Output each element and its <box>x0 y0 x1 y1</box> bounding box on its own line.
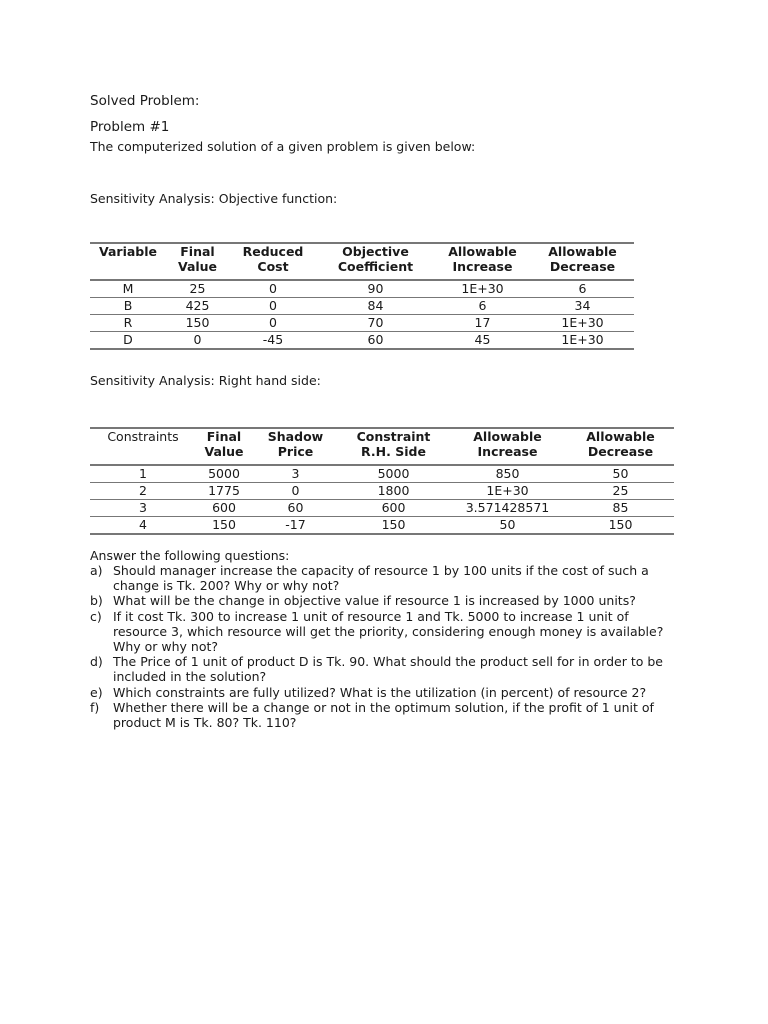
table-cell: 1E+30 <box>531 315 634 332</box>
table-cell: 1775 <box>196 483 252 500</box>
table-cell: 150 <box>196 517 252 535</box>
table-cell: -17 <box>252 517 339 535</box>
question-item <box>90 563 680 593</box>
table-cell: 1800 <box>339 483 448 500</box>
rhs-section-title: Sensitivity Analysis: Right hand side: <box>90 373 321 388</box>
table-row <box>90 280 634 298</box>
question-text: Should manager increase the capacity of resource 1 by 100 units if the cost of such a change is Tk. 200? Why or why not? <box>113 563 649 594</box>
table-header-row <box>90 243 634 280</box>
table-cell: 6 <box>434 298 531 315</box>
table-cell: 850 <box>448 465 567 483</box>
questions-intro: Answer the following questions: <box>90 548 290 563</box>
col-header-allowable-decrease: Allowable Decrease <box>531 243 634 280</box>
col-header-constraints: Constraints <box>90 428 196 465</box>
table-cell: 25 <box>567 483 674 500</box>
question-label: e) <box>90 684 103 700</box>
table-cell: 5000 <box>339 465 448 483</box>
table-cell: 4 <box>90 517 196 535</box>
col-header-reduced-cost: Reduced Cost <box>229 243 317 280</box>
col-header-final-value: Final Value <box>196 428 252 465</box>
objective-section-title: Sensitivity Analysis: Objective function: <box>90 191 338 206</box>
table-cell: 3 <box>252 465 339 483</box>
table-cell: 45 <box>434 332 531 350</box>
question-text: If it cost Tk. 300 to increase 1 unit of resource 1 and Tk. 5000 to increase 1 unit of resource 3, which resource will get the priority, considering enough money is available? Why or why not? <box>113 608 664 655</box>
table-cell: 0 <box>229 298 317 315</box>
table-cell: 84 <box>317 298 434 315</box>
question-item <box>90 700 680 730</box>
question-list <box>90 563 680 730</box>
table-cell: 34 <box>531 298 634 315</box>
question-text: Whether there will be a change or not in the optimum solution, if the profit of 1 unit of product M is Tk. 80? Tk. 110? <box>113 699 654 731</box>
table-cell: 85 <box>567 500 674 517</box>
table-cell: 60 <box>252 500 339 517</box>
table-cell: 25 <box>166 280 229 298</box>
table-cell: 600 <box>339 500 448 517</box>
table-cell: -45 <box>229 332 317 350</box>
table-cell: 60 <box>317 332 434 350</box>
table-row <box>90 517 674 535</box>
table-cell: 6 <box>531 280 634 298</box>
page-title: Solved Problem: <box>90 93 200 109</box>
col-header-allowable-decrease: Allowable Decrease <box>567 428 674 465</box>
question-label: b) <box>90 593 103 609</box>
question-text: What will be the change in objective value if resource 1 is increased by 1000 units? <box>113 593 636 609</box>
question-item <box>90 593 680 608</box>
table-cell: 1E+30 <box>448 483 567 500</box>
objective-sensitivity-table <box>90 242 634 350</box>
table-cell: 150 <box>166 315 229 332</box>
question-text: Which constraints are fully utilized? What is the utilization (in percent) of resource 2? <box>113 684 647 700</box>
table-row <box>90 465 674 483</box>
table-cell: 425 <box>166 298 229 315</box>
problem-number: Problem #1 <box>90 119 170 135</box>
question-label: d) <box>90 654 103 670</box>
col-header-variable: Variable <box>90 243 166 280</box>
table-row <box>90 483 674 500</box>
table-row <box>90 298 634 315</box>
table-row <box>90 315 634 332</box>
table-cell: 17 <box>434 315 531 332</box>
col-header-allowable-increase: Allowable Increase <box>434 243 531 280</box>
table-cell: 3.571428571 <box>448 500 567 517</box>
table-cell: 0 <box>252 483 339 500</box>
table-cell: 0 <box>166 332 229 350</box>
question-text: The Price of 1 unit of product D is Tk. 90. What should the product sell for in order to be included in the solution? <box>113 654 663 685</box>
table-row <box>90 500 674 517</box>
table-header-row <box>90 428 674 465</box>
question-item <box>90 685 680 700</box>
table-cell: D <box>90 332 166 350</box>
table-cell: 90 <box>317 280 434 298</box>
question-label: a) <box>90 563 103 578</box>
table-cell: 150 <box>567 517 674 535</box>
col-header-shadow-price: Shadow Price <box>252 428 339 465</box>
table-cell: 5000 <box>196 465 252 483</box>
table-row <box>90 332 634 350</box>
question-item <box>90 609 680 655</box>
table-cell: M <box>90 280 166 298</box>
col-header-constraint-rhs: Constraint R.H. Side <box>339 428 448 465</box>
table-cell: 1E+30 <box>531 332 634 350</box>
col-header-allowable-increase: Allowable Increase <box>448 428 567 465</box>
table-cell: B <box>90 298 166 315</box>
question-label: c) <box>90 608 102 624</box>
table-cell: 0 <box>229 315 317 332</box>
col-header-final-value: Final Value <box>166 243 229 280</box>
col-header-objective-coefficient: Objective Coefficient <box>317 243 434 280</box>
table-cell: 600 <box>196 500 252 517</box>
table-cell: R <box>90 315 166 332</box>
table-cell: 50 <box>448 517 567 535</box>
table-cell: 70 <box>317 315 434 332</box>
table-cell: 2 <box>90 483 196 500</box>
rhs-sensitivity-table <box>90 427 674 535</box>
table-cell: 1E+30 <box>434 280 531 298</box>
table-cell: 150 <box>339 517 448 535</box>
question-item <box>90 654 680 684</box>
table-cell: 0 <box>229 280 317 298</box>
question-label: f) <box>90 699 100 715</box>
intro-text: The computerized solution of a given problem is given below: <box>90 139 476 154</box>
table-cell: 50 <box>567 465 674 483</box>
table-cell: 1 <box>90 465 196 483</box>
table-cell: 3 <box>90 500 196 517</box>
